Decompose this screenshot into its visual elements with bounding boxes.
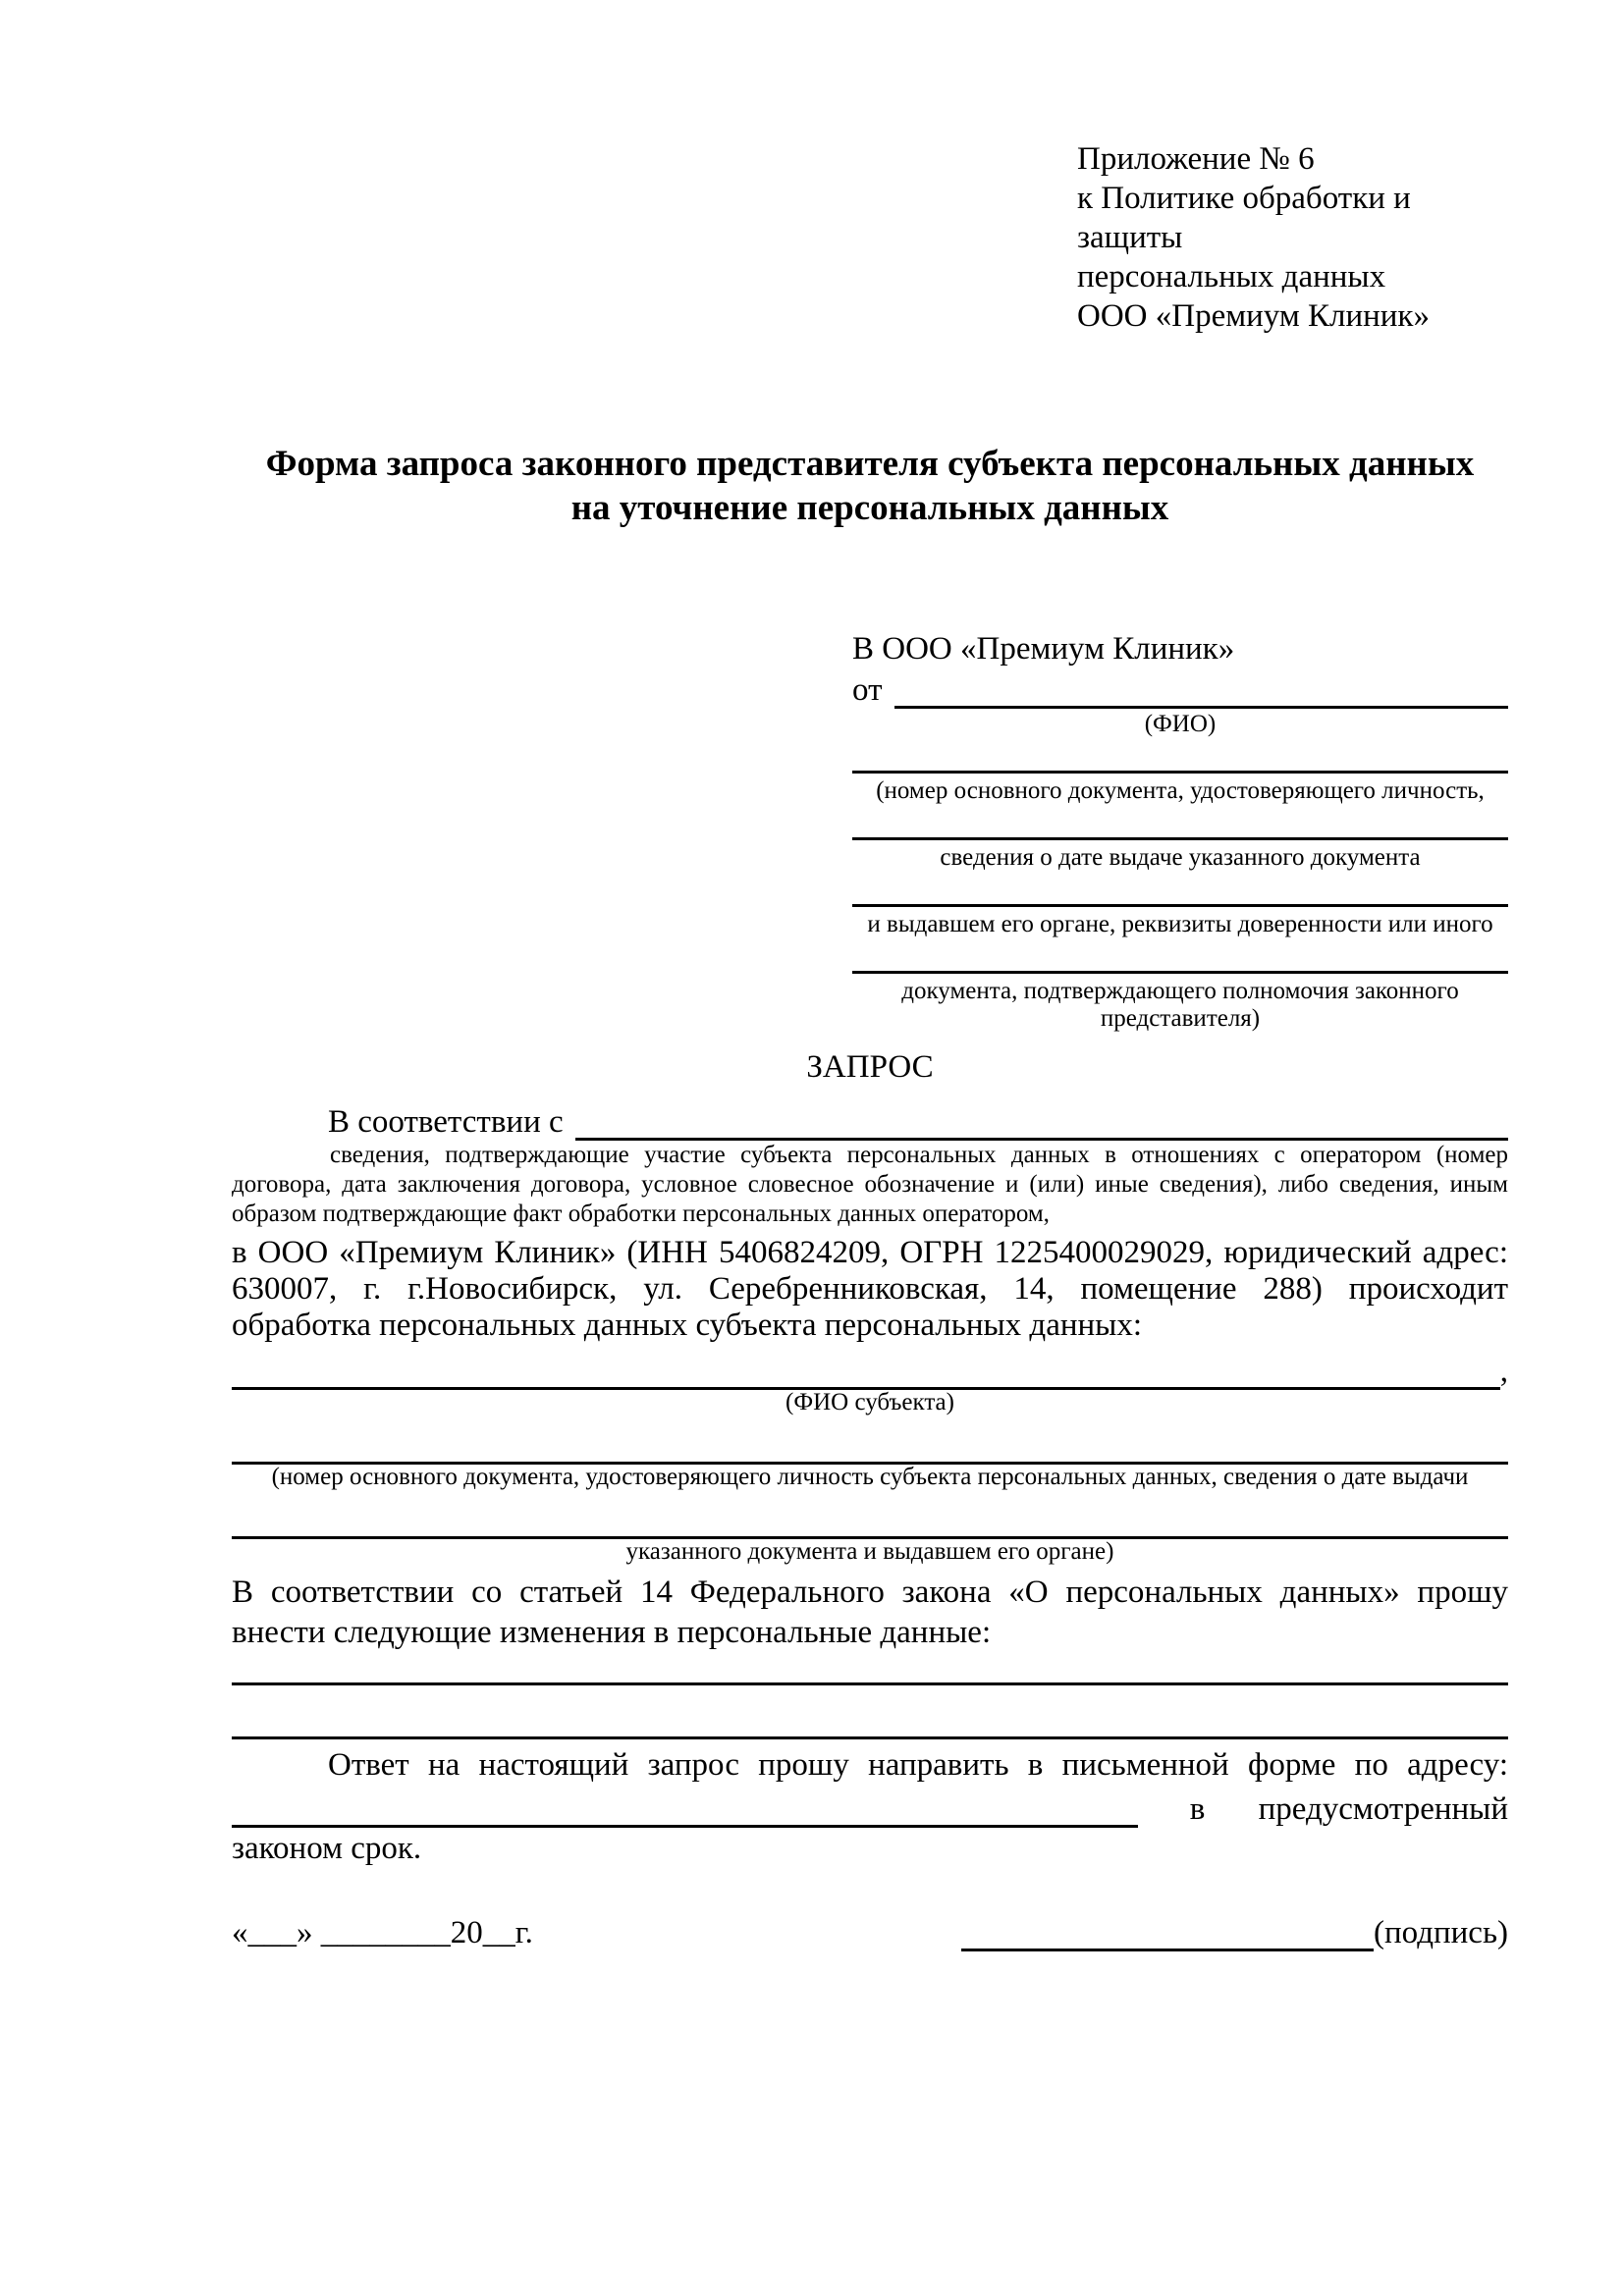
id-doc-caption: (номер основного документа, удостоверяющего личность, [876,777,1485,804]
addressee-block [852,628,1508,1033]
annex-block [1077,139,1508,336]
id-doc-caption: и выдавшем его органе, реквизиты доверенности или иного [867,911,1493,937]
subject-fio-line [232,1366,1500,1390]
subject-doc-row [232,1441,1508,1465]
subject-doc-line [232,1441,1508,1465]
id-doc-blank-line [852,878,1508,907]
amendment-paragraph: В соответствии со статьей 14 Федерального закона «О персональных данных» прошу внести следующие изменения в персональные данные: [232,1575,1508,1650]
changes-blank-line [232,1736,1508,1739]
subject-doc-line [232,1516,1508,1539]
from-row [852,669,1508,709]
form-title-line: на уточнение персональных данных [570,488,1169,528]
id-doc-blank-line [852,744,1508,774]
id-doc-caption: документа, подтверждающего полномочия законного представителя) [901,978,1459,1032]
id-doc-blank-line [852,944,1508,974]
signature-caption: (подпись) [1374,1915,1508,1950]
request-heading: ЗАПРОС [806,1049,934,1085]
reply-end: законом срок. [232,1831,422,1866]
subject-fio-comma: , [1499,1354,1508,1389]
annex-line: к Политике обработки и защиты [1077,181,1411,255]
subject-doc-row [232,1516,1508,1539]
basis-footnote: сведения, подтверждающие участие субъекта персональных данных в отношениях с оператором (номер договора, дата заключения договора, условное словесное обозначение и (или) иные сведения), либо сведения, иным образом подтверждающие факт обработки персональных данных оператором, [232,1142,1508,1227]
signature-line [961,1912,1374,1951]
basis-label: В соответствии с [328,1104,564,1140]
subject-doc-caption: (номер основного документа, удостоверяющего личность субъекта персональных данных, сведения о дате выдачи [271,1464,1469,1490]
form-title-line: Форма запроса законного представителя субъекта персональных данных [265,444,1475,484]
fio-caption: (ФИО) [1144,711,1217,737]
annex-line: персональных данных [1077,259,1386,294]
annex-line: Приложение № 6 [1077,141,1315,177]
date-signature-row [232,1906,1508,1951]
date-field: «___» ________20__г. [232,1915,533,1950]
changes-blank-line [232,1682,1508,1685]
operator-paragraph: в ООО «Премиум Клиник» (ИНН 5406824209, ОГРН 1225400029029, юридический адрес: 630007, г. г.Новосибирск, ул. Серебренниковская, 14, помещение 288) происходит обработка персональных данных субъекта персональных данных: [232,1235,1508,1343]
addressee-organization: В ООО «Премиум Клиник» [852,631,1235,667]
basis-row [232,1097,1508,1141]
subject-fio-row [232,1354,1508,1390]
document-content [232,0,1508,1951]
fio-blank-line [894,706,1509,709]
from-label: от [852,672,883,708]
signature-group [961,1912,1508,1951]
id-doc-blank-line [852,811,1508,840]
annex-line: ООО «Премиум Клиник» [1077,298,1430,334]
id-doc-caption: сведения о дате выдаче указанного документа [940,844,1421,871]
form-title [232,442,1508,530]
subject-doc-caption: указанного документа и выдавшем его органе) [625,1538,1114,1565]
subject-fio-caption: (ФИО субъекта) [785,1389,954,1415]
reply-address-row [232,1785,1508,1828]
reply-paragraph: Ответ на настоящий запрос прошу направить в письменной форме по адресу: [328,1747,1508,1783]
reply-tail: в предусмотренный [1189,1791,1508,1827]
